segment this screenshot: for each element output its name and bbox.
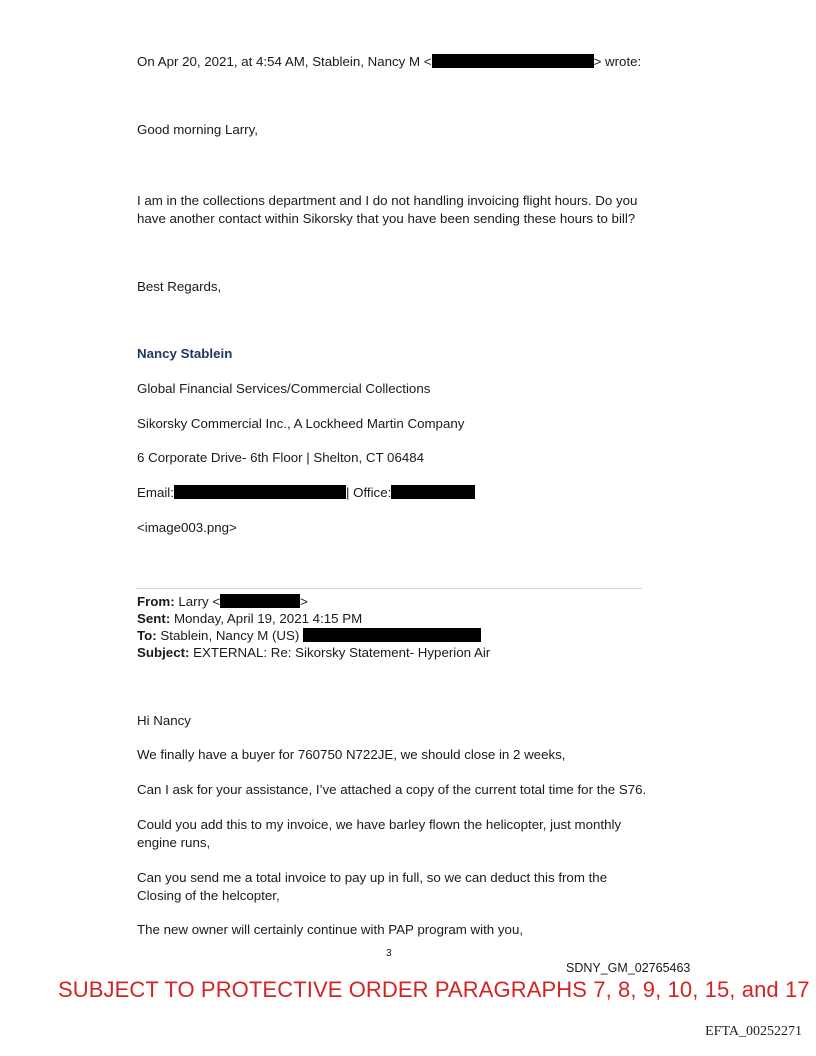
redaction-bar [432,54,594,68]
redaction-bar [303,628,481,642]
office-label: | Office: [345,485,392,500]
from-line [137,593,308,610]
divider [136,588,642,589]
signature-company: Sikorsky Commercial Inc., A Lockheed Martin Company [137,416,465,431]
subject-label: Subject: [137,645,190,660]
from-label: From: [137,594,175,609]
protective-order-stamp: SUBJECT TO PROTECTIVE ORDER PARAGRAPHS 7, 8, 9, 10, 15, and 17 [58,977,810,1002]
message-paragraph: Could you add this to my invoice, we have barley flown the helicopter, just monthly engine runs, [137,817,622,850]
message-paragraph: Can I ask for your assistance, I’ve attached a copy of the current total time for the S76. [137,782,647,797]
from-end: > [300,594,308,609]
from-value: Larry < [178,594,221,609]
closing: Best Regards, [137,279,222,294]
signature-address: 6 Corporate Drive- 6th Floor | Shelton, CT 06484 [137,450,425,465]
redaction-bar [391,485,475,499]
sent-value: Monday, April 19, 2021 4:15 PM [173,611,363,626]
header-text: On Apr 20, 2021, at 4:54 AM, Stablein, Nancy M < [137,54,432,69]
message-paragraph: We finally have a buyer for 760750 N722JE, we should close in 2 weeks, [137,747,566,762]
redaction-bar [220,594,300,608]
signature-dept: Global Financial Services/Commercial Collections [137,381,431,396]
greeting: Good morning Larry, [137,122,258,137]
message-paragraph: Can you send me a total invoice to pay up in full, so we can deduct this from the Closing of the helcopter, [137,870,608,903]
subject-value: EXTERNAL: Re: Sikorsky Statement- Hyperion Air [193,645,491,660]
message-greeting: Hi Nancy [137,713,191,728]
sent-line [137,610,362,627]
to-value: Stablein, Nancy M (US) [160,628,300,643]
signature-contact [137,484,475,501]
image-placeholder: <image003.png> [137,520,237,535]
header-wrote: > wrote: [593,54,642,69]
email-header-line [137,53,641,70]
signature-name: Nancy Stablein [137,346,233,361]
email-label: Email: [137,485,174,500]
to-label: To: [137,628,157,643]
redaction-bar [174,485,346,499]
page-number: 3 [386,948,392,959]
sent-label: Sent: [137,611,171,626]
bates-number: SDNY_GM_02765463 [566,961,691,975]
message-paragraph: The new owner will certainly continue with PAP program with you, [137,922,524,937]
body-paragraph: I am in the collections department and I do not handling invoicing flight hours. Do you have another contact within Sikorsky that you have been sending these hours to bill? [137,193,638,226]
to-line [137,627,481,644]
efta-number: EFTA_00252271 [705,1024,802,1039]
subject-line [137,644,490,661]
